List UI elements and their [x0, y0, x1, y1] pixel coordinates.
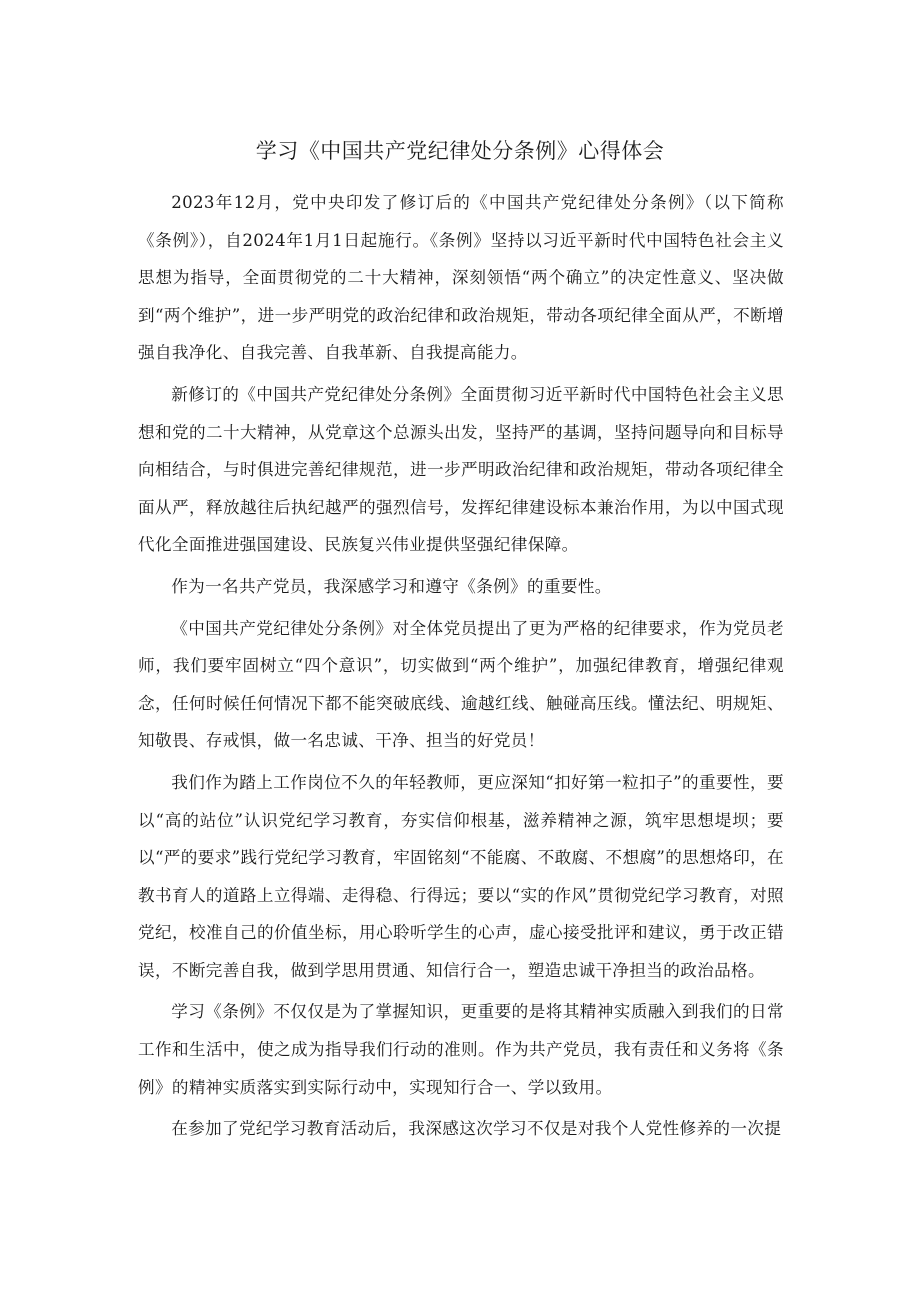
paragraph: 我们作为踏上工作岗位不久的年轻教师，更应深知“扣好第一粒扣子”的重要性，要以“高的站位”认识党纪学习教育，夯实信仰根基，滋养精神之源，筑牢思想堤坝；要以“严的要求”践行党纪学习教育，牢固铭刻“不能腐、不敢腐、不想腐”的思想烙印，在教书育人的道路上立得端、走得稳、行得远；要以“实的作风”贯彻党纪学习教育，对照党纪，校准自己的价值坐标，用心聆听学生的心声，虚心接受批评和建议，勇于改正错误，不断完善自我，做到学思用贯通、知信行合一，塑造忠诚干净担当的政治品格。: [138, 772, 784, 980]
paragraph: 2023年12月，党中央印发了修订后的《中国共产党纪律处分条例》（以下简称《条例》），自2024年1月1日起施行。《条例》坚持以习近平新时代中国特色社会主义思想为指导，全面贯彻党的二十大精神，深刻领悟“两个确立”的决定性意义、坚决做到“两个维护”，进一步严明党的政治纪律和政治规矩，带动各项纪律全面从严，不断增强自我净化、自我完善、自我革新、自我提高能力。: [138, 193, 784, 363]
paragraph: 新修订的《中国共产党纪律处分条例》全面贯彻习近平新时代中国特色社会主义思想和党的二十大精神，从党章这个总源头出发，坚持严的基调，坚持问题导向和目标导向相结合，与时俱进完善纪律规范，进一步严明政治纪律和政治规矩，带动各项纪律全面从严，释放越往后执纪越严的强烈信号，发挥纪律建设标本兼治作用，为以中国式现代化全面推进强国建设、民族复兴伟业提供坚强纪律保障。: [138, 384, 784, 555]
paragraph: 学习《条例》不仅仅是为了掌握知识，更重要的是将其精神实质融入到我们的日常工作和生活中，使之成为指导我们行动的准则。作为共产党员，我有责任和义务将《条例》的精神实质落实到实际行动中，实现知行合一、学以致用。: [138, 1002, 784, 1097]
paragraph: 作为一名共产党员，我深感学习和遵守《条例》的重要性。: [171, 576, 612, 596]
paragraph: 在参加了党纪学习教育活动后，我深感这次学习不仅是对我个人党性修养的一次提: [171, 1119, 782, 1139]
paragraph: 《中国共产党纪律处分条例》对全体党员提出了更为严格的纪律要求，作为党员老师，我们要牢固树立“四个意识”，切实做到“两个维护”，加强纪律教育，增强纪律观念，任何时候任何情况下都不能突破底线、逾越红线、触碰高压线。懂法纪、明规矩、知敬畏、存戒惧，做一名忠诚、干净、担当的好党员！: [138, 618, 784, 751]
document-title: 学习《中国共产党纪律处分条例》心得体会: [255, 139, 665, 163]
document-body: [138, 184, 784, 1152]
